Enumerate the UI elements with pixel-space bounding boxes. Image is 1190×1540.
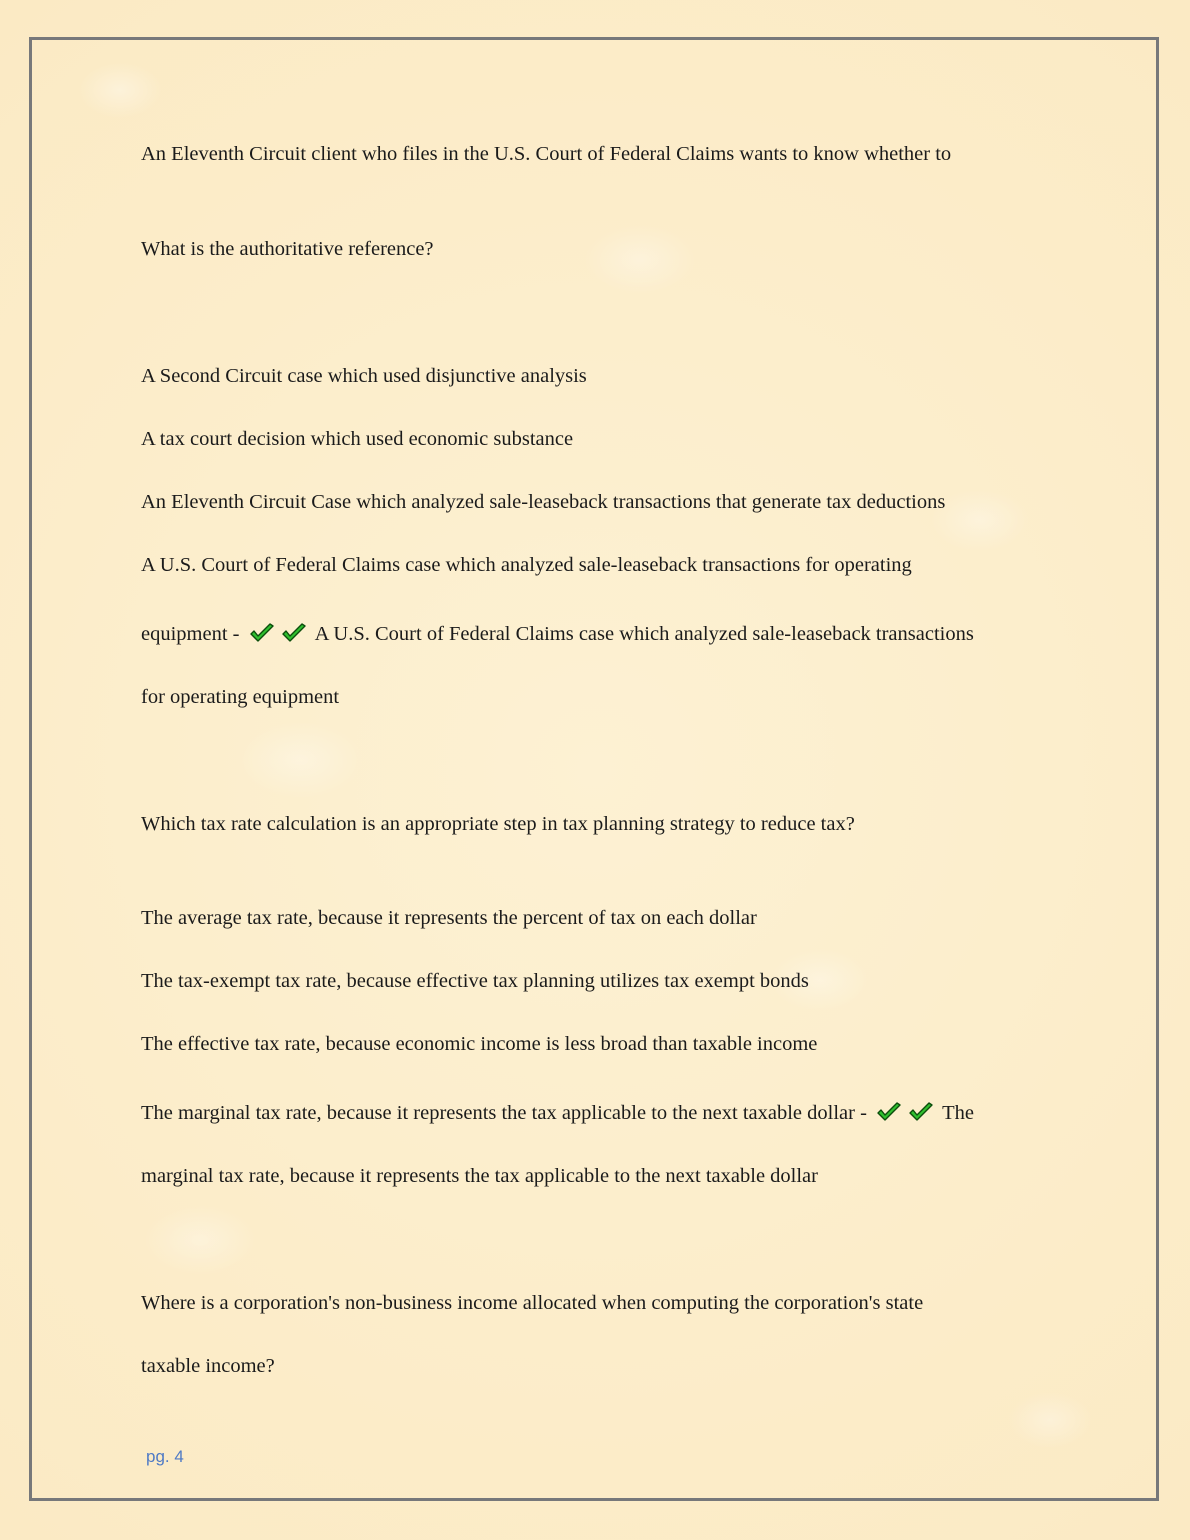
question-1-answer-continuation: for operating equipment	[141, 686, 340, 708]
question-1-answer-line	[141, 621, 974, 647]
page-number: pg. 4	[146, 1447, 184, 1466]
question-1-option-c: An Eleventh Circuit Case which analyzed sale-leaseback transactions that generate tax deductions	[141, 491, 946, 513]
question-3-stem-line-1: Where is a corporation's non-business income allocated when computing the corporation's state	[141, 1292, 924, 1314]
checkmark-icon	[908, 1102, 934, 1122]
question-3-stem-line-2: taxable income?	[141, 1355, 275, 1377]
checkmark-icon	[281, 623, 307, 643]
question-2-option-a: The average tax rate, because it represents the percent of tax on each dollar	[141, 907, 757, 929]
question-1-stem-line-1: An Eleventh Circuit client who files in the U.S. Court of Federal Claims wants to know whether to	[141, 143, 952, 165]
question-2-answer-text: The	[942, 1102, 974, 1124]
question-1-stem-line-2: What is the authoritative reference?	[141, 238, 434, 260]
question-1-answer-text: A U.S. Court of Federal Claims case which analyzed sale-leaseback transactions	[314, 623, 974, 645]
question-1-option-b: A tax court decision which used economic substance	[141, 428, 574, 450]
question-2-option-c: The effective tax rate, because economic income is less broad than taxable income	[141, 1033, 818, 1055]
correct-answer-marks	[876, 1100, 940, 1126]
question-2-answer-line	[141, 1100, 974, 1126]
question-2-stem: Which tax rate calculation is an appropriate step in tax planning strategy to reduce tax?	[141, 813, 855, 835]
question-2-answer-continuation: marginal tax rate, because it represents the tax applicable to the next taxable dollar	[141, 1165, 818, 1187]
checkmark-icon	[876, 1102, 902, 1122]
correct-answer-marks	[249, 621, 313, 647]
question-1-answer-prefix: equipment -	[141, 623, 240, 645]
checkmark-icon	[249, 623, 275, 643]
question-1-option-d: A U.S. Court of Federal Claims case which analyzed sale-leaseback transactions for operating	[141, 554, 912, 576]
question-2-answer-prefix: The marginal tax rate, because it represents the tax applicable to the next taxable dollar -	[141, 1102, 867, 1124]
question-1-option-a: A Second Circuit case which used disjunctive analysis	[141, 365, 587, 387]
question-2-option-b: The tax-exempt tax rate, because effective tax planning utilizes tax exempt bonds	[141, 970, 809, 992]
